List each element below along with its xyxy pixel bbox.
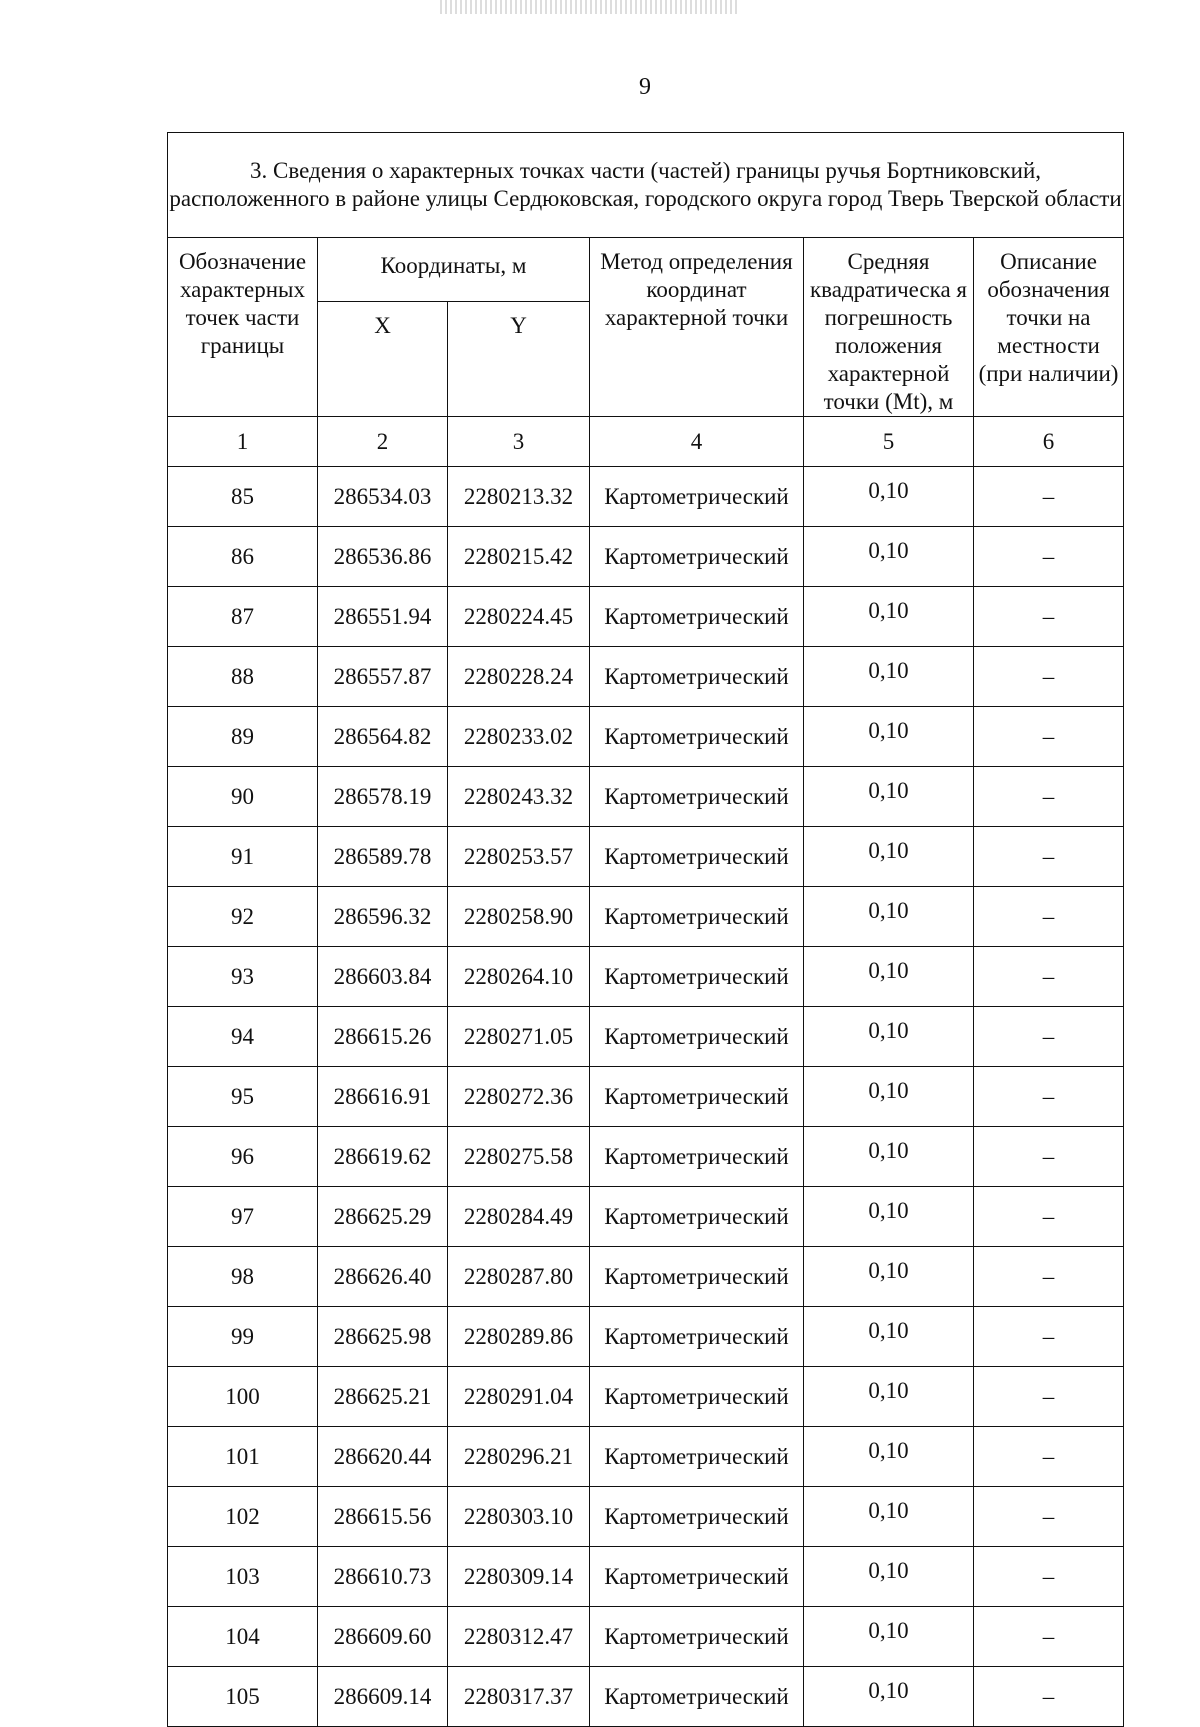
accuracy-cell: 0,10 (804, 1007, 974, 1067)
header-description: Описание обозначения точки на местности (при наличии) (974, 238, 1124, 417)
point-id-cell: 87 (168, 587, 318, 647)
method-cell: Картометрический (590, 1547, 804, 1607)
table-row (168, 1247, 1124, 1307)
accuracy-cell: 0,10 (804, 647, 974, 707)
y-coordinate-cell: 2280213.32 (448, 467, 590, 527)
description-cell: – (974, 1187, 1124, 1247)
accuracy-cell: 0,10 (804, 1487, 974, 1547)
accuracy-cell: 0,10 (804, 1367, 974, 1427)
table-row (168, 947, 1124, 1007)
description-cell: – (974, 647, 1124, 707)
header-designation: Обозначение характерных точек части границы (168, 238, 318, 417)
point-id-cell: 85 (168, 467, 318, 527)
point-id-cell: 99 (168, 1307, 318, 1367)
y-coordinate-cell: 2280296.21 (448, 1427, 590, 1487)
description-cell: – (974, 1667, 1124, 1727)
description-cell: – (974, 707, 1124, 767)
y-coordinate-cell: 2280264.10 (448, 947, 590, 1007)
description-cell: – (974, 1307, 1124, 1367)
description-cell: – (974, 1367, 1124, 1427)
accuracy-cell: 0,10 (804, 1307, 974, 1367)
method-cell: Картометрический (590, 707, 804, 767)
table-row (168, 767, 1124, 827)
description-cell: – (974, 1247, 1124, 1307)
x-coordinate-cell: 286609.60 (318, 1607, 448, 1667)
table-row (168, 527, 1124, 587)
point-id-cell: 100 (168, 1367, 318, 1427)
accuracy-cell: 0,10 (804, 767, 974, 827)
description-cell: – (974, 587, 1124, 647)
accuracy-cell: 0,10 (804, 707, 974, 767)
accuracy-cell: 0,10 (804, 1607, 974, 1667)
y-coordinate-cell: 2280275.58 (448, 1127, 590, 1187)
accuracy-cell: 0,10 (804, 587, 974, 647)
description-cell: – (974, 1547, 1124, 1607)
x-coordinate-cell: 286557.87 (318, 647, 448, 707)
accuracy-cell: 0,10 (804, 887, 974, 947)
method-cell: Картометрический (590, 1007, 804, 1067)
point-id-cell: 89 (168, 707, 318, 767)
method-cell: Картометрический (590, 1607, 804, 1667)
x-coordinate-cell: 286603.84 (318, 947, 448, 1007)
y-coordinate-cell: 2280243.32 (448, 767, 590, 827)
x-coordinate-cell: 286596.32 (318, 887, 448, 947)
point-id-cell: 94 (168, 1007, 318, 1067)
y-coordinate-cell: 2280272.36 (448, 1067, 590, 1127)
method-cell: Картометрический (590, 587, 804, 647)
column-number: 5 (804, 417, 974, 467)
table-row (168, 827, 1124, 887)
table-row (168, 1067, 1124, 1127)
point-id-cell: 88 (168, 647, 318, 707)
x-coordinate-cell: 286626.40 (318, 1247, 448, 1307)
accuracy-cell: 0,10 (804, 827, 974, 887)
x-coordinate-cell: 286578.19 (318, 767, 448, 827)
method-cell: Картометрический (590, 1427, 804, 1487)
x-coordinate-cell: 286625.98 (318, 1307, 448, 1367)
y-coordinate-cell: 2280309.14 (448, 1547, 590, 1607)
column-number: 3 (448, 417, 590, 467)
column-number: 1 (168, 417, 318, 467)
scan-artifact (440, 0, 740, 14)
x-coordinate-cell: 286609.14 (318, 1667, 448, 1727)
point-id-cell: 95 (168, 1067, 318, 1127)
point-id-cell: 104 (168, 1607, 318, 1667)
accuracy-cell: 0,10 (804, 947, 974, 1007)
table-body (168, 467, 1124, 1727)
method-cell: Картометрический (590, 947, 804, 1007)
method-cell: Картометрический (590, 1667, 804, 1727)
table-row (168, 1187, 1124, 1247)
point-id-cell: 93 (168, 947, 318, 1007)
column-number: 6 (974, 417, 1124, 467)
method-cell: Картометрический (590, 1307, 804, 1367)
method-cell: Картометрический (590, 647, 804, 707)
table-row (168, 707, 1124, 767)
method-cell: Картометрический (590, 1067, 804, 1127)
y-coordinate-cell: 2280289.86 (448, 1307, 590, 1367)
x-coordinate-cell: 286589.78 (318, 827, 448, 887)
accuracy-cell: 0,10 (804, 527, 974, 587)
y-coordinate-cell: 2280228.24 (448, 647, 590, 707)
point-id-cell: 96 (168, 1127, 318, 1187)
description-cell: – (974, 827, 1124, 887)
x-coordinate-cell: 286619.62 (318, 1127, 448, 1187)
table-row (168, 1307, 1124, 1367)
point-id-cell: 92 (168, 887, 318, 947)
accuracy-cell: 0,10 (804, 1547, 974, 1607)
table-row (168, 1607, 1124, 1667)
table-row (168, 1487, 1124, 1547)
table-row (168, 1427, 1124, 1487)
point-id-cell: 91 (168, 827, 318, 887)
accuracy-cell: 0,10 (804, 1127, 974, 1187)
table-row (168, 467, 1124, 527)
header-method: Метод определения координат характерной точки (590, 238, 804, 417)
description-cell: – (974, 467, 1124, 527)
x-coordinate-cell: 286615.26 (318, 1007, 448, 1067)
method-cell: Картометрический (590, 1187, 804, 1247)
point-id-cell: 98 (168, 1247, 318, 1307)
description-cell: – (974, 1607, 1124, 1667)
y-coordinate-cell: 2280317.37 (448, 1667, 590, 1727)
x-coordinate-cell: 286536.86 (318, 527, 448, 587)
point-id-cell: 105 (168, 1667, 318, 1727)
description-cell: – (974, 1487, 1124, 1547)
method-cell: Картометрический (590, 527, 804, 587)
description-cell: – (974, 1007, 1124, 1067)
y-coordinate-cell: 2280284.49 (448, 1187, 590, 1247)
table-row (168, 887, 1124, 947)
point-id-cell: 101 (168, 1427, 318, 1487)
y-coordinate-cell: 2280291.04 (448, 1367, 590, 1427)
description-cell: – (974, 1067, 1124, 1127)
accuracy-cell: 0,10 (804, 1187, 974, 1247)
accuracy-cell: 0,10 (804, 467, 974, 527)
description-cell: – (974, 947, 1124, 1007)
method-cell: Картометрический (590, 827, 804, 887)
x-coordinate-cell: 286625.21 (318, 1367, 448, 1427)
method-cell: Картометрический (590, 1367, 804, 1427)
y-coordinate-cell: 2280215.42 (448, 527, 590, 587)
accuracy-cell: 0,10 (804, 1427, 974, 1487)
y-coordinate-cell: 2280253.57 (448, 827, 590, 887)
x-coordinate-cell: 286534.03 (318, 467, 448, 527)
table-title: 3. Сведения о характерных точках части (частей) границы ручья Бортниковский, расположенного в районе улицы Сердюковская, городского округа город Тверь Тверской области (168, 133, 1124, 238)
description-cell: – (974, 1127, 1124, 1187)
table-row (168, 1127, 1124, 1187)
header-y: Y (448, 301, 590, 416)
description-cell: – (974, 887, 1124, 947)
column-number: 2 (318, 417, 448, 467)
point-id-cell: 90 (168, 767, 318, 827)
x-coordinate-cell: 286616.91 (318, 1067, 448, 1127)
accuracy-cell: 0,10 (804, 1667, 974, 1727)
y-coordinate-cell: 2280271.05 (448, 1007, 590, 1067)
x-coordinate-cell: 286610.73 (318, 1547, 448, 1607)
y-coordinate-cell: 2280303.10 (448, 1487, 590, 1547)
page-number: 9 (639, 74, 651, 100)
table-row (168, 587, 1124, 647)
point-id-cell: 97 (168, 1187, 318, 1247)
y-coordinate-cell: 2280233.02 (448, 707, 590, 767)
x-coordinate-cell: 286625.29 (318, 1187, 448, 1247)
header-accuracy: Средняя квадратическа я погрешность положения характерной точки (Mt), м (804, 238, 974, 417)
method-cell: Картометрический (590, 887, 804, 947)
table-row (168, 1547, 1124, 1607)
y-coordinate-cell: 2280287.80 (448, 1247, 590, 1307)
table-row (168, 647, 1124, 707)
method-cell: Картометрический (590, 1487, 804, 1547)
y-coordinate-cell: 2280224.45 (448, 587, 590, 647)
column-number: 4 (590, 417, 804, 467)
method-cell: Картометрический (590, 1247, 804, 1307)
header-x: X (318, 301, 448, 416)
table-row (168, 1667, 1124, 1727)
accuracy-cell: 0,10 (804, 1247, 974, 1307)
method-cell: Картометрический (590, 1127, 804, 1187)
column-numbers-row (168, 417, 1124, 467)
accuracy-cell: 0,10 (804, 1067, 974, 1127)
table-row (168, 1367, 1124, 1427)
point-id-cell: 103 (168, 1547, 318, 1607)
x-coordinate-cell: 286564.82 (318, 707, 448, 767)
header-coordinates: Координаты, м (318, 238, 590, 302)
description-cell: – (974, 527, 1124, 587)
y-coordinate-cell: 2280312.47 (448, 1607, 590, 1667)
x-coordinate-cell: 286620.44 (318, 1427, 448, 1487)
y-coordinate-cell: 2280258.90 (448, 887, 590, 947)
method-cell: Картометрический (590, 767, 804, 827)
description-cell: – (974, 1427, 1124, 1487)
boundary-points-table (167, 132, 1124, 1727)
description-cell: – (974, 767, 1124, 827)
point-id-cell: 102 (168, 1487, 318, 1547)
method-cell: Картометрический (590, 467, 804, 527)
point-id-cell: 86 (168, 527, 318, 587)
table-row (168, 1007, 1124, 1067)
x-coordinate-cell: 286551.94 (318, 587, 448, 647)
x-coordinate-cell: 286615.56 (318, 1487, 448, 1547)
